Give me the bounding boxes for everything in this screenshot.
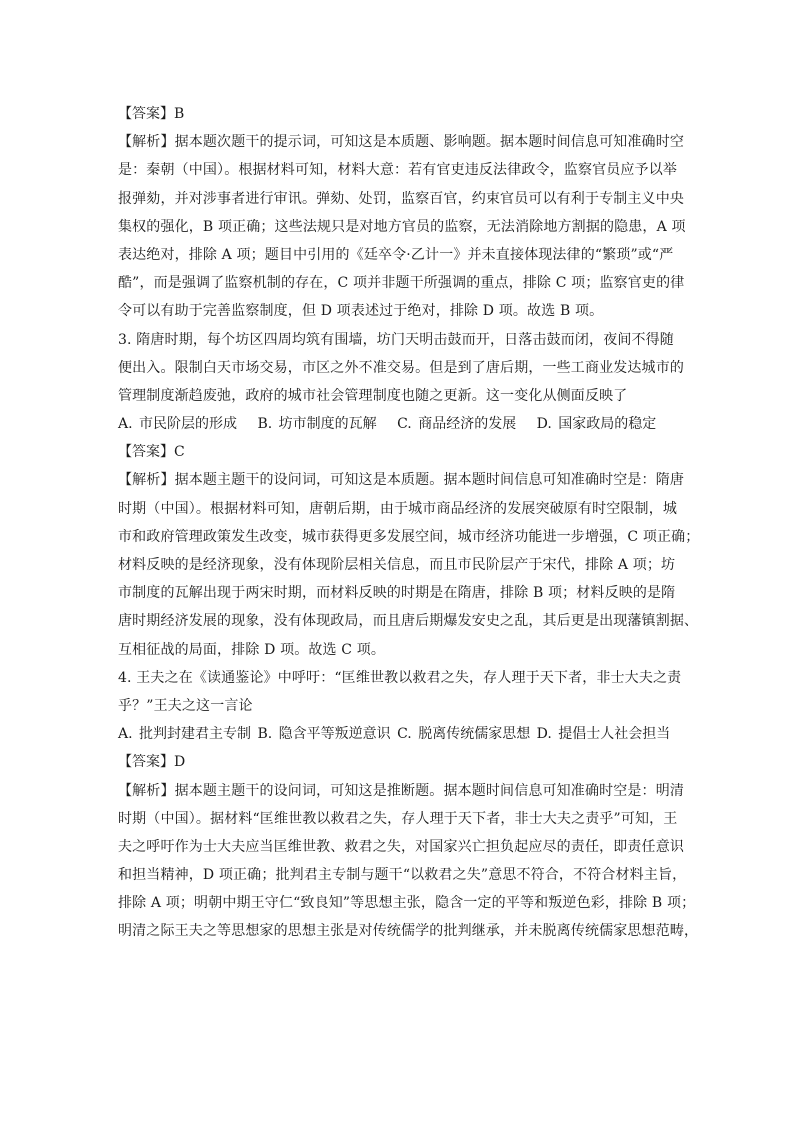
analysis-line: 夫之呼吁作为士大夫应当匡维世教、救君之失，对国家兴亡担负起应尽的责任，即责任意识 bbox=[118, 838, 684, 855]
analysis-line: 明清之际王夫之等思想家的思想主张是对传统儒学的批判继承，并未脱离传统儒家思想范畴， bbox=[118, 923, 699, 940]
analysis-line: 唐时期经济发展的现象，没有体现政局，而且唐后期爆发安史之乱，其后更是出现藩镇割据、 bbox=[118, 613, 699, 630]
analysis-line: 时期（中国）。根据材料可知，唐朝后期，由于城市商品经济的发展突破原有时空限制，城 bbox=[118, 500, 677, 517]
question-stem-line: 管理制度渐趋废弛，政府的城市社会管理制度也随之更新。这一变化从侧面反映了 bbox=[118, 387, 628, 404]
analysis-line: 表达绝对，排除 A 项；题目中引用的《廷卒令·乙计一》并未直接体现法律的“繁琐”或“严 bbox=[118, 246, 674, 263]
question-stem-line: 3. 隋唐时期，每个坊区四周均筑有围墙，坊门天明击鼓而开，日落击鼓而闭，夜间不得随 bbox=[118, 331, 674, 348]
question-stem-line: 乎？”王夫之这一言论 bbox=[118, 697, 253, 714]
question-options: A. 批判封建君主专制 B. 隐含平等叛逆意识 C. 脱离传统儒家思想 D. 提倡士人社会担当 bbox=[118, 726, 671, 743]
analysis-line: 【解析】据本题主题干的设问词，可知这是推断题。据本题时间信息可知准确时空是：明清 bbox=[118, 782, 684, 799]
analysis-line: 报弹劾，并对涉事者进行审讯。弹劾、处罚，监察百官，约束官员可以有利于专制主义中央 bbox=[118, 190, 684, 207]
answer-label: 【答案】D bbox=[118, 754, 186, 771]
question-options: A. 市民阶层的形成 B. 坊市制度的瓦解 C. 商品经济的发展 D. 国家政局的稳定 bbox=[118, 416, 657, 433]
analysis-line: 和担当精神，D 项正确；批判君主专制与题干“以救君之失”意思不符合，不符合材料主旨， bbox=[118, 867, 687, 884]
analysis-line: 【解析】据本题次题干的提示词，可知这是本质题、影响题。据本题时间信息可知准确时空 bbox=[118, 134, 684, 151]
analysis-line: 互相征战的局面，排除 D 项。故选 C 项。 bbox=[118, 641, 386, 658]
analysis-line: 材料反映的是经济现象，没有体现阶层相关信息，而且市民阶层产于宋代，排除 A 项；坊 bbox=[118, 557, 676, 573]
analysis-line: 【解析】据本题主题干的设问词，可知这是本质题。据本题时间信息可知准确时空是：隋唐 bbox=[118, 472, 684, 489]
answer-label: 【答案】B bbox=[118, 106, 185, 122]
analysis-line: 时期（中国）。据材料“匡维世教以救君之失，存人理于天下者，非士大夫之责乎”可知，王 bbox=[118, 810, 678, 827]
analysis-line: 令可以有助于完善监察制度，但 D 项表述过于绝对，排除 D 项。故选 B 项。 bbox=[118, 303, 604, 320]
analysis-line: 集权的强化，B 项正确；这些法规只是对地方官员的监察，无法消除地方割据的隐患，A 项 bbox=[118, 218, 686, 235]
document-content bbox=[118, 100, 700, 946]
analysis-line: 市和政府管理政策发生改变，城市获得更多发展空间，城市经济功能进一步增强，C 项正确； bbox=[118, 528, 700, 545]
analysis-line: 是：秦朝（中国）。根据材料可知，材料大意：若有官吏违反法律政令，监察官员应予以举 bbox=[118, 162, 677, 179]
answer-label: 【答案】C bbox=[118, 444, 185, 461]
question-stem-line: 4. 王夫之在《读通鉴论》中呼吁：“匡维世教以救君之失，存人理于天下者，非士大夫之责 bbox=[118, 669, 682, 686]
analysis-line: 市制度的瓦解出现于两宋时期，而材料反映的时期是在隋唐，排除 B 项；材料反映的是隋 bbox=[118, 585, 676, 602]
analysis-line: 排除 A 项；明朝中期王守仁“致良知”等思想主张，隐含一定的平等和叛逆色彩，排除 B 项； bbox=[118, 895, 696, 912]
question-stem-line: 便出入。限制白天市场交易，市区之外不准交易。但是到了唐后期，一些工商业发达城市的 bbox=[118, 359, 684, 376]
analysis-line: 酷”，而是强调了监察机制的存在，C 项并非题干所强调的重点，排除 C 项；监察官吏的律 bbox=[118, 275, 685, 292]
